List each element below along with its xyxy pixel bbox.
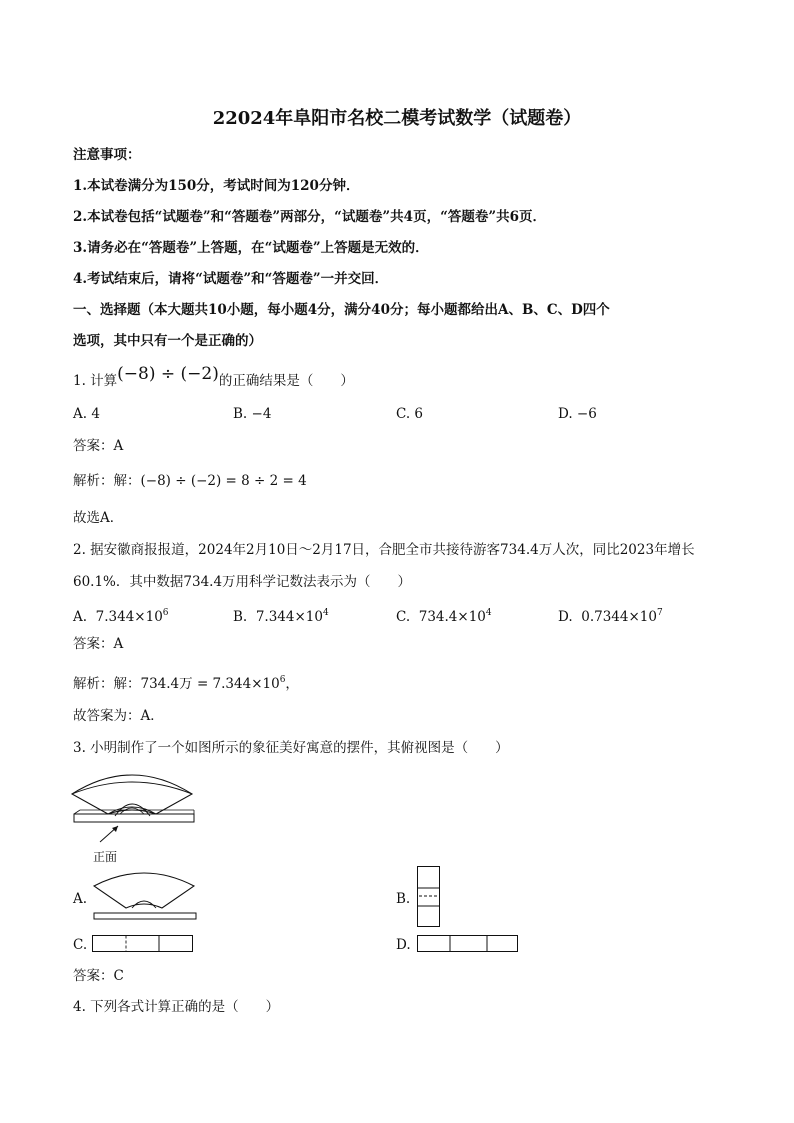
q1-answer: 答案：A — [73, 438, 124, 454]
q1-conclusion: 故选A． — [73, 510, 124, 526]
q3-option-a-label: A. — [73, 891, 88, 907]
q3-option-b-figure — [417, 866, 441, 928]
q1-prefix: 1. 计算 — [73, 373, 118, 389]
q2-option-c: C. $734.4\times 10^4$ — [396, 608, 492, 625]
q3-option-b-label: B. — [396, 891, 411, 907]
fan-ornament-figure — [70, 764, 200, 844]
q2-option-d: D. $0.7344\times 10^7$ — [558, 608, 663, 625]
section-heading-line1: 一、选择题（本大题共10小题，每小题4分，满分40分；每小题都给出A、B、C、D四个 — [73, 302, 610, 318]
q3-answer: 答案：C — [73, 968, 124, 984]
q1-option-c: C. 6 — [396, 406, 424, 422]
note-item: 3.请务必在“答题卷”上答题，在“试题卷”上答题是无效的． — [73, 240, 429, 256]
q1-analysis — [73, 472, 307, 490]
q2-conclusion: 故答案为：A． — [73, 708, 164, 724]
note-item: 2.本试卷包括“试题卷”和“答题卷”两部分，“试题卷”共4页，“答题卷”共6页． — [73, 209, 547, 225]
note-item: 4.考试结束后，请将“试题卷”和“答题卷”一并交回． — [73, 271, 389, 287]
q1-stem — [73, 364, 354, 390]
q3-option-a-figure — [92, 870, 197, 922]
q1-analysis-expression: (−8) ÷ (−2) = 8 ÷ 2 = 4 — [140, 473, 307, 489]
notes-heading: 注意事项： — [73, 147, 141, 163]
q1-suffix: 的正确结果是（ ） — [218, 373, 354, 389]
q1-analysis-prefix: 解析：解： — [73, 473, 141, 489]
q2-stem-line1: 2. 据安徽商报报道，2024年2月10日～2月17日，合肥全市共接待游客734.4万人次，同比2023年增长 — [73, 542, 695, 558]
q3-option-c-label: C. — [73, 937, 88, 953]
q1-option-d: D. −6 — [558, 406, 597, 422]
q2-option-a: A. $7.344\times 10^6$ — [73, 608, 169, 625]
q3-option-c-figure — [92, 935, 194, 953]
page-title: 22024年阜阳市名校二模考试数学（试题卷） — [212, 108, 582, 129]
section-heading-line2: 选项，其中只有一个是正确的） — [73, 333, 262, 349]
q2-analysis: 解析：解：734.4万 = $7.344\times 10^6$， — [73, 675, 299, 692]
note-item: 1.本试卷满分为150分，考试时间为120分钟． — [73, 178, 360, 194]
q3-option-d-figure — [417, 935, 519, 953]
q3-stem: 3. 小明制作了一个如图所示的象征美好寓意的摆件，其俯视图是（ ） — [73, 740, 509, 756]
q2-stem-line2: 60.1%．其中数据734.4万用科学记数法表示为（ ） — [73, 574, 412, 590]
q2-answer: 答案：A — [73, 636, 124, 652]
q2-analysis-expression: 734.4万 = 7.344×10 — [140, 676, 280, 692]
q1-option-b: B. −4 — [233, 406, 272, 422]
q3-option-d-label: D. — [396, 937, 411, 953]
q1-option-a: A. 4 — [73, 406, 100, 422]
front-label: 正面 — [93, 850, 118, 864]
q4-stem: 4. 下列各式计算正确的是（ ） — [73, 999, 280, 1015]
q2-option-b: B. $7.344\times 10^4$ — [233, 608, 329, 625]
q1-expression: (−8) ÷ (−2) — [117, 364, 219, 384]
